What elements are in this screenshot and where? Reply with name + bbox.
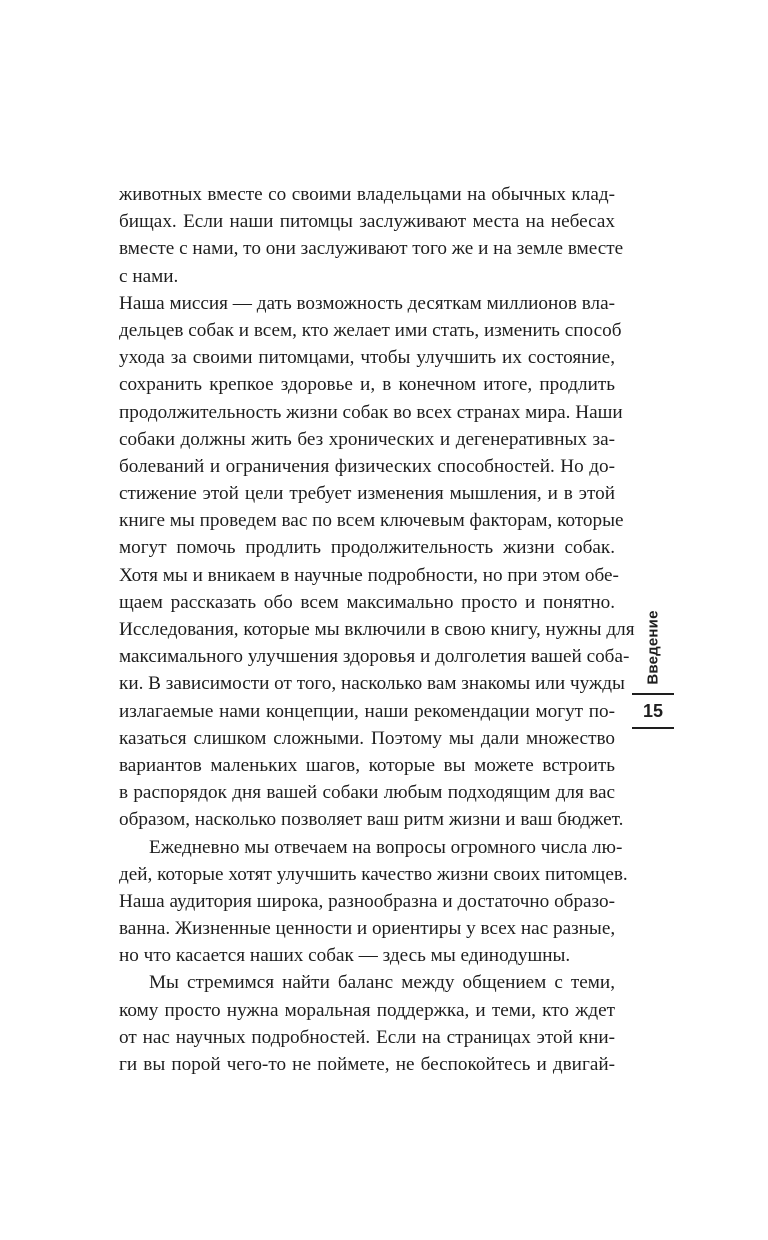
text-line: Ежедневно мы отвечаем на вопросы огромного числа лю-: [149, 836, 623, 858]
text-line: болеваний и ограничения физических способностей. Но до-: [119, 455, 615, 477]
text-line: с нами.: [119, 265, 179, 287]
text-line: сохранить крепкое здоровье и, в конечном итоге, продлить: [119, 374, 615, 396]
divider-rule: [632, 693, 674, 695]
text-line: максимального улучшения здоровья и долголетия вашей соба-: [119, 646, 630, 668]
text-line: бищах. Если наши питомцы заслуживают места на небесах: [119, 211, 615, 233]
body-text: [119, 181, 635, 1078]
chapter-title: [632, 605, 674, 689]
text-line: вариантов маленьких шагов, которые вы можете встроить: [119, 754, 615, 776]
text-line: образом, насколько позволяет ваш ритм жизни и ваш бюджет.: [119, 809, 624, 831]
text-line: могут помочь продлить продолжительность жизни собак.: [119, 537, 615, 559]
text-line: излагаемые нами концепции, наши рекомендации могут по-: [119, 700, 615, 722]
text-line: в распорядок дня вашей собаки любым подходящим для вас: [119, 782, 615, 804]
text-line: дельцев собак и всем, кто желает ими стать, изменить способ: [119, 319, 622, 341]
text-line: ванна. Жизненные ценности и ориентиры у всех нас разные,: [119, 918, 616, 940]
text-line: ги вы порой чего-то не поймете, не беспокойтесь и двигай-: [119, 1054, 615, 1075]
text-line: кому просто нужна моральная поддержка, и теми, кто ждет: [119, 999, 615, 1021]
divider-rule: [632, 727, 674, 729]
page-number: 15: [642, 701, 664, 721]
text-line: вместе с нами, то они заслуживают того же и на земле вместе: [119, 238, 624, 260]
text-line: дей, которые хотят улучшить качество жизни своих питомцев.: [119, 863, 628, 885]
text-line: но что касается наших собак — здесь мы единодушны.: [119, 945, 571, 967]
text-line: Хотя мы и вникаем в научные подробности, но при этом обе-: [119, 564, 619, 586]
text-line: от нас научных подробностей. Если на страницах этой кни-: [119, 1026, 615, 1048]
chapter-title-text: Введение: [644, 609, 662, 685]
text-line: книге мы проведем вас по всем ключевым факторам, которые: [119, 510, 624, 532]
text-line: Наша миссия — дать возможность десяткам миллионов вла-: [119, 292, 616, 314]
text-line: стижение этой цели требует изменения мышления, и в этой: [119, 483, 615, 505]
text-line: Наша аудитория широка, разнообразна и достаточно образо-: [119, 890, 615, 912]
text-line: собаки должны жить без хронических и дегенеративных за-: [119, 428, 615, 450]
text-line: ухода за своими питомцами, чтобы улучшить их состояние,: [119, 347, 615, 369]
text-line: казаться слишком сложными. Поэтому мы дали множество: [119, 727, 615, 749]
text-line: животных вместе со своими владельцами на обычных клад-: [119, 184, 615, 205]
text-line: щаем рассказать обо всем максимально просто и понятно.: [119, 591, 615, 613]
text-line: продолжительность жизни собак во всех странах мира. Наши: [119, 401, 623, 423]
text-line: Исследования, которые мы включили в свою книгу, нужны для: [119, 619, 635, 640]
text-line: Мы стремимся найти баланс между общением с теми,: [149, 972, 615, 994]
text-line: ки. В зависимости от того, насколько вам знакомы или чужды: [119, 673, 625, 695]
